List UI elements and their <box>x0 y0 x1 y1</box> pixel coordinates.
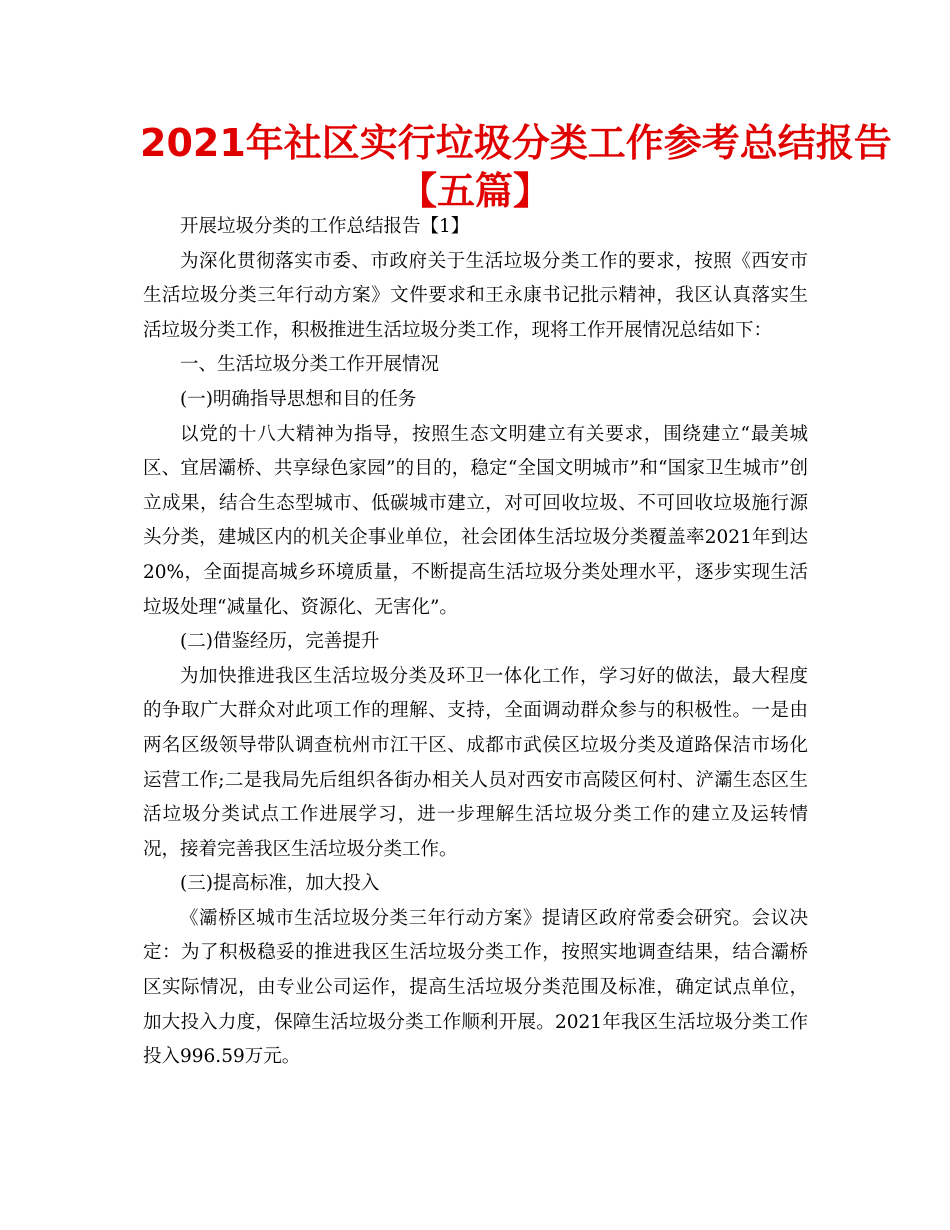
paragraph-2: 为加快推进我区生活垃圾分类及环卫一体化工作，学习好的做法，最大程度的争取广大群众对此项工作的理解、支持，全面调动群众参与的积极性。一是由两名区级领导带队调查杭州市江干区、成都市武侯区垃圾分类及道路保洁市场化运营工作;二是我局先后组织各街办相关人员对西安市高陵区何村、浐灞生态区生活垃圾分类试点工作进展学习，进一步理解生活垃圾分类工作的建立及运转情况，接着完善我区生活垃圾分类工作。 <box>143 665 808 860</box>
subheading-3: (三)提高标准，加大投入 <box>180 873 380 895</box>
document-body <box>143 210 808 1075</box>
document-title: 2021年社区实行垃圾分类工作参考总结报告 <box>140 121 892 165</box>
paragraph-1: 以党的十八大精神为指导，按照生态文明建立有关要求，围绕建立“最美城区、宜居灞桥、共享绿色家园”的目的，稳定“全国文明城市”和“国家卫生城市”创立成果，结合生态型城市、低碳城市建立，对可回收垃圾、不可回收垃圾施行源头分类，建城区内的机关企事业单位，社会团体生活垃圾分类覆盖率2021年到达20%，全面提高城乡环境质量，不断提高生活垃圾分类处理水平，逐步实现生活垃圾处理“减量化、资源化、无害化”。 <box>143 423 808 618</box>
paragraph-3: 《灞桥区城市生活垃圾分类三年行动方案》提请区政府常委会研究。会议决定：为了积极稳妥的推进我区生活垃圾分类工作，按照实地调查结果，结合灞桥区实际情况，由专业公司运作，提高生活垃圾分类范围及标准，确定试点单位，加大投入力度，保障生活垃圾分类工作顺利开展。2021年我区生活垃圾分类工作投入996.59万元。 <box>143 907 808 1068</box>
intro-paragraph: 为深化贯彻落实市委、市政府关于生活垃圾分类工作的要求，按照《西安市生活垃圾分类三年行动方案》文件要求和王永康书记批示精神，我区认真落实生活垃圾分类工作，积极推进生活垃圾分类工作，现将工作开展情况总结如下： <box>143 250 808 341</box>
section-heading-1: 一、生活垃圾分类工作开展情况 <box>180 354 440 376</box>
subheading-2: (二)借鉴经历，完善提升 <box>180 631 380 653</box>
section-heading-report-1: 开展垃圾分类的工作总结报告【1】 <box>180 216 470 237</box>
document-title-suffix: 【五篇】 <box>398 169 551 213</box>
subheading-1: (一)明确指导思想和目的任务 <box>180 388 417 410</box>
